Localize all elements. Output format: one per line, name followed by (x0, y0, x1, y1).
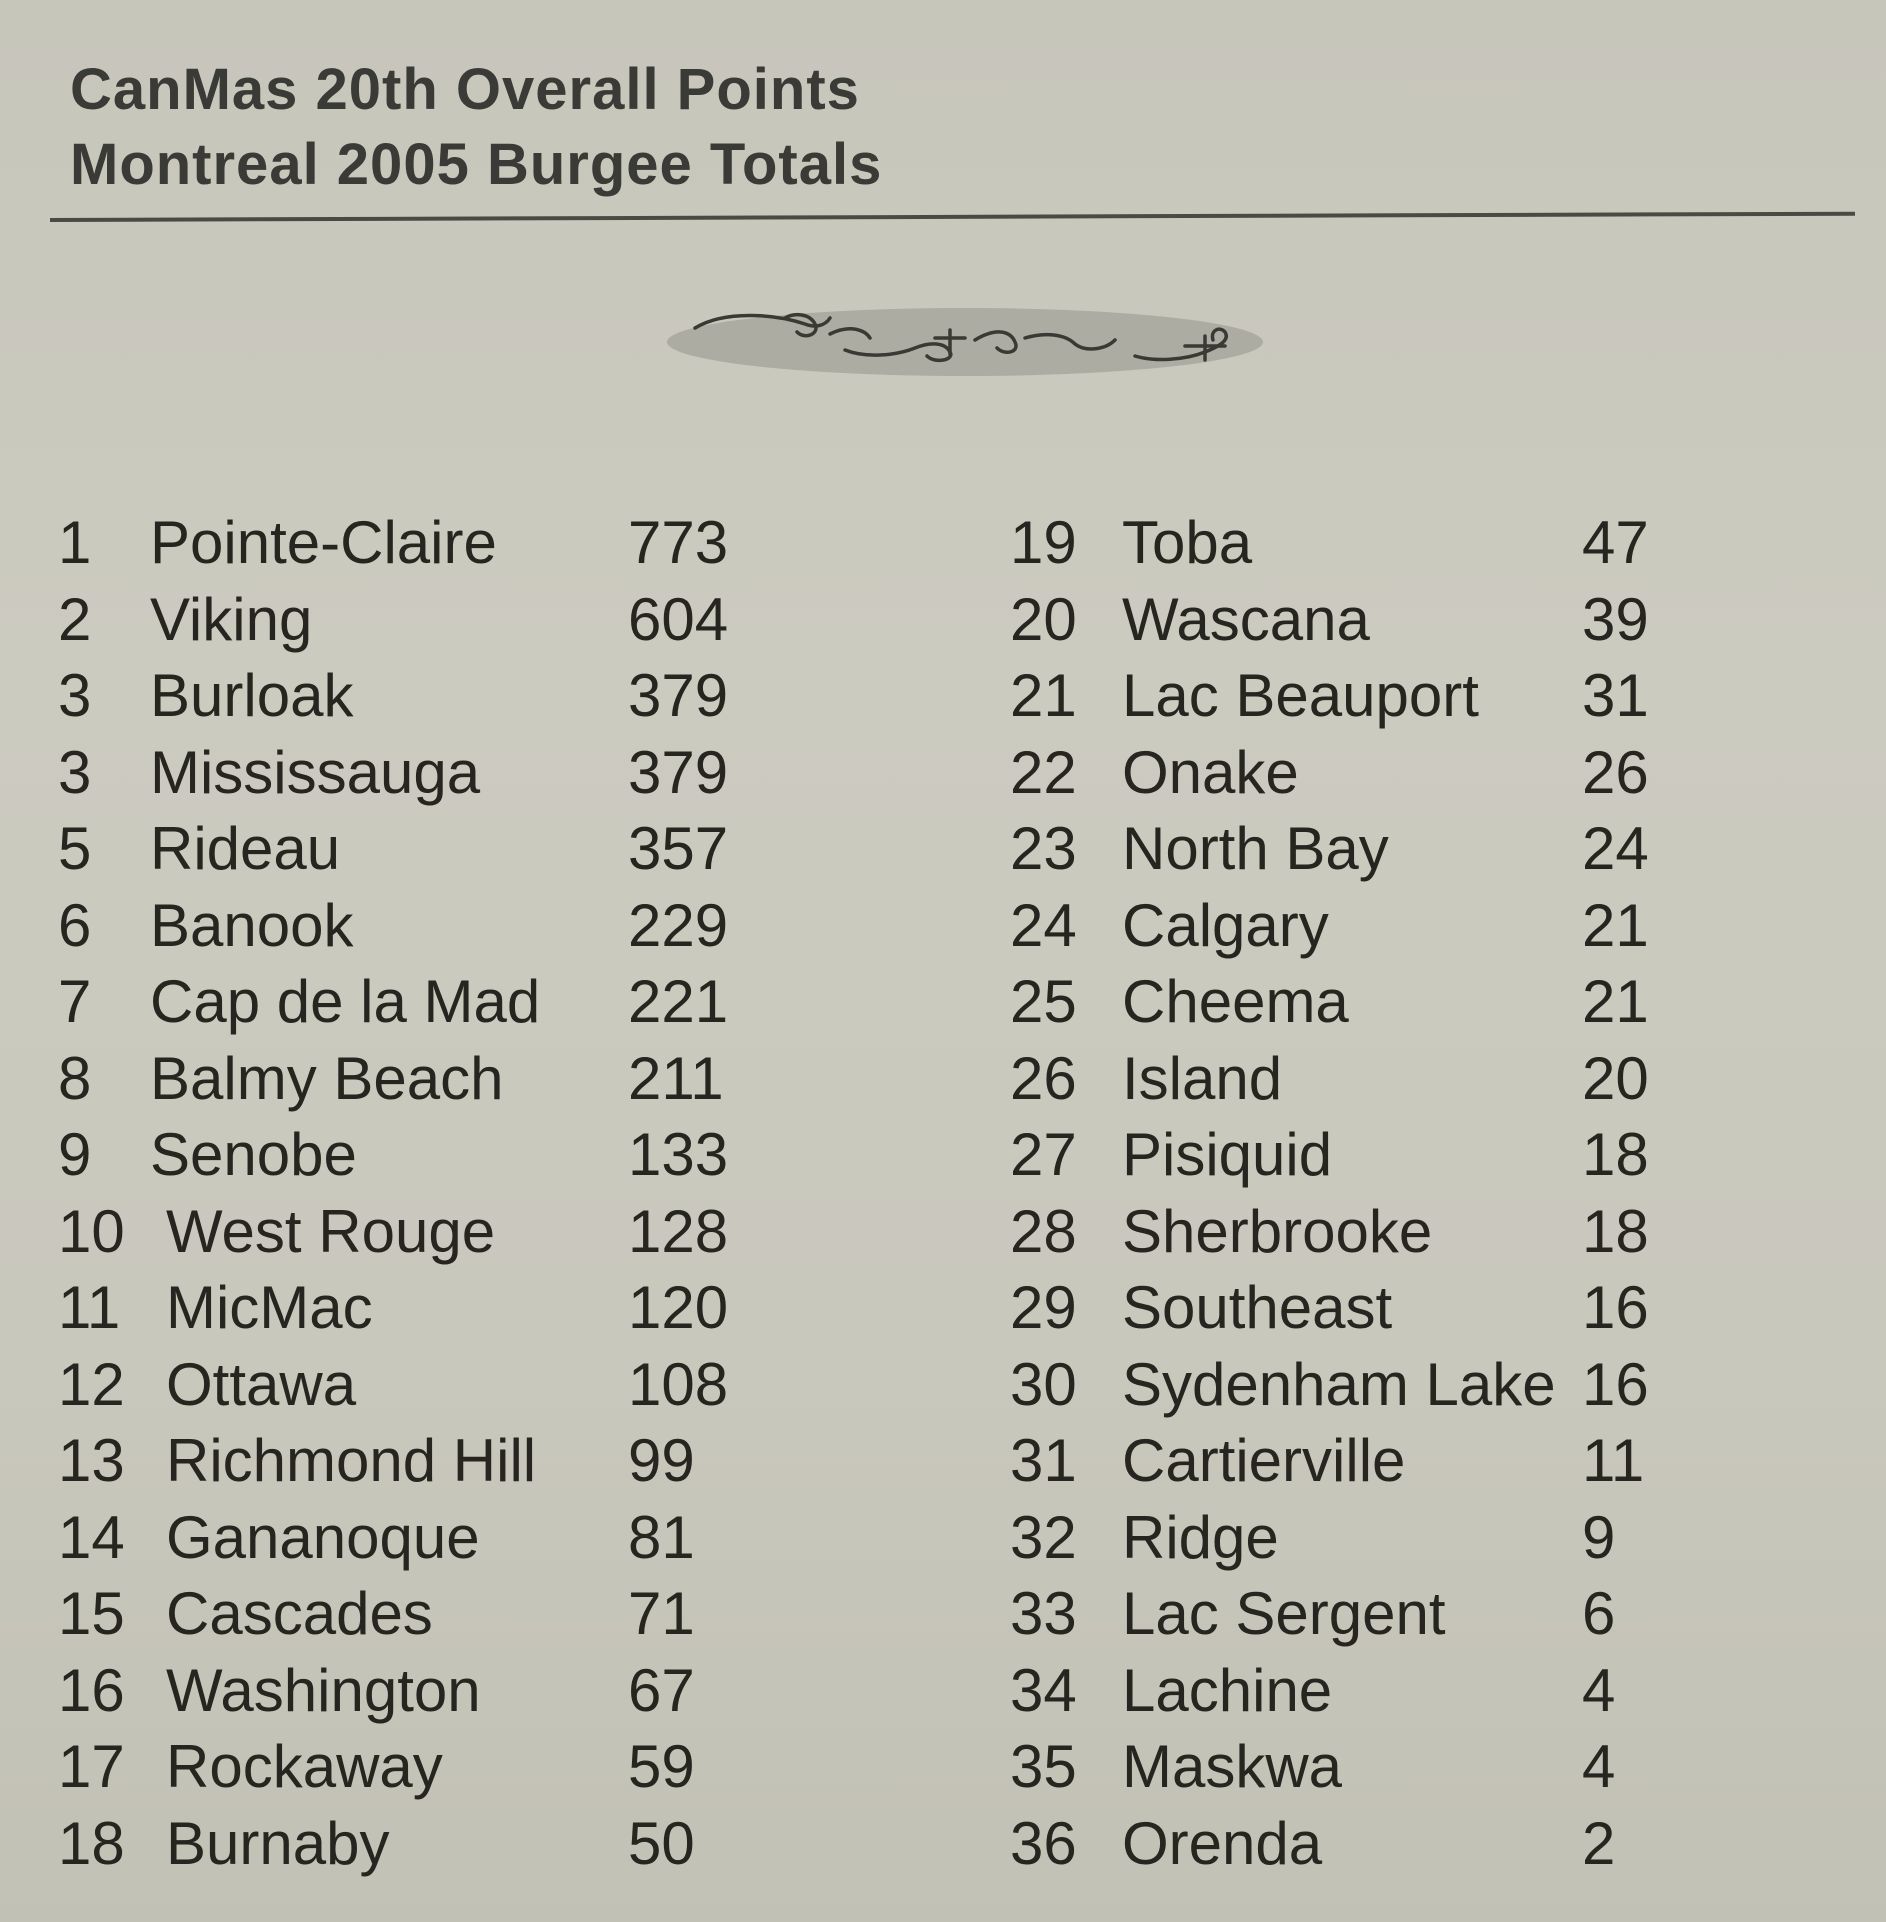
rank-number: 35 (1010, 1733, 1077, 1800)
standings-row (0, 888, 1886, 964)
club-name: Cascades (166, 1580, 433, 1647)
points-value: 9 (1582, 1503, 1616, 1571)
standings-row (0, 1194, 1886, 1270)
rank-number: 13 (58, 1427, 125, 1494)
rank-number: 33 (1010, 1580, 1077, 1647)
rank-number: 32 (1010, 1503, 1077, 1571)
rank-number: 21 (1010, 662, 1077, 729)
points-value: 357 (628, 815, 729, 882)
rank-number: 25 (1010, 968, 1077, 1035)
points-value: 47 (1582, 509, 1649, 576)
club-name: West Rouge (166, 1197, 496, 1265)
points-value: 379 (628, 662, 729, 729)
club-name: Pisiquid (1122, 1121, 1333, 1188)
club-name: Island (1122, 1044, 1283, 1112)
points-value: 128 (628, 1197, 729, 1265)
points-value: 133 (628, 1121, 729, 1188)
club-name: Banook (150, 891, 354, 959)
standings-row (0, 505, 1886, 581)
club-name: Maskwa (1122, 1733, 1343, 1800)
points-value: 16 (1582, 1274, 1649, 1341)
points-value: 71 (628, 1580, 695, 1647)
points-value: 99 (628, 1427, 695, 1494)
rank-number: 29 (1010, 1274, 1077, 1341)
rank-number: 34 (1010, 1656, 1077, 1724)
points-value: 604 (628, 585, 729, 653)
club-name: Burnaby (166, 1809, 390, 1877)
rank-number: 27 (1010, 1121, 1077, 1188)
rank-number: 6 (58, 891, 92, 959)
header-rule (50, 212, 1855, 222)
standings-row (0, 1270, 1886, 1346)
rank-number: 2 (58, 585, 92, 653)
club-name: Onake (1122, 738, 1299, 806)
standings-row (0, 658, 1886, 734)
points-value: 26 (1582, 738, 1649, 806)
rank-number: 31 (1010, 1427, 1077, 1494)
standings-row (0, 811, 1886, 887)
points-value: 211 (628, 1044, 724, 1112)
header-subtitle: Montreal 2005 Burgee Totals (70, 132, 883, 197)
points-value: 18 (1582, 1121, 1649, 1188)
points-value: 16 (1582, 1350, 1649, 1418)
club-name: Pointe-Claire (150, 509, 497, 576)
club-name: Balmy Beach (150, 1044, 504, 1112)
rank-number: 5 (58, 815, 92, 882)
standings-row (0, 582, 1886, 658)
club-name: Sherbrooke (1122, 1197, 1433, 1265)
rank-number: 24 (1010, 891, 1077, 959)
rank-number: 9 (58, 1121, 92, 1188)
points-value: 108 (628, 1350, 729, 1418)
rank-number: 36 (1010, 1809, 1077, 1877)
points-value: 773 (628, 509, 729, 576)
points-value: 31 (1582, 662, 1649, 729)
points-value: 379 (628, 738, 729, 806)
standings-row (0, 964, 1886, 1040)
club-name: Mississauga (150, 738, 481, 806)
rank-number: 18 (58, 1809, 125, 1877)
club-name: Richmond Hill (166, 1427, 537, 1494)
standings-row (0, 1117, 1886, 1193)
rank-number: 8 (58, 1044, 92, 1112)
rank-number: 26 (1010, 1044, 1077, 1112)
points-value: 221 (628, 968, 729, 1035)
decorative-flourish-icon (665, 300, 1265, 380)
standings-row (0, 1576, 1886, 1652)
rank-number: 15 (58, 1580, 125, 1647)
points-value: 120 (628, 1274, 729, 1341)
club-name: Senobe (150, 1121, 357, 1188)
club-name: Lac Sergent (1122, 1580, 1446, 1647)
club-name: Rockaway (166, 1733, 443, 1800)
rank-number: 1 (58, 509, 92, 576)
points-value: 11 (1582, 1427, 1645, 1494)
rank-number: 3 (58, 662, 92, 729)
club-name: MicMac (166, 1274, 373, 1341)
club-name: Cap de la Mad (150, 968, 541, 1035)
rank-number: 20 (1010, 585, 1077, 653)
rank-number: 14 (58, 1503, 125, 1571)
points-value: 39 (1582, 585, 1649, 653)
rank-number: 17 (58, 1733, 125, 1800)
club-name: Washington (166, 1656, 481, 1724)
standings-row (0, 1806, 1886, 1882)
standings-row (0, 1347, 1886, 1423)
club-name: Gananoque (166, 1503, 480, 1571)
rank-number: 23 (1010, 815, 1077, 882)
rank-number: 11 (58, 1274, 121, 1341)
points-value: 21 (1582, 968, 1649, 1035)
club-name: Lac Beauport (1122, 662, 1479, 729)
club-name: Wascana (1122, 585, 1370, 653)
points-value: 21 (1582, 891, 1649, 959)
points-value: 59 (628, 1733, 695, 1800)
rank-number: 22 (1010, 738, 1077, 806)
standings-row (0, 735, 1886, 811)
points-value: 24 (1582, 815, 1649, 882)
rank-number: 7 (58, 968, 92, 1035)
rank-number: 3 (58, 738, 92, 806)
standings-row (0, 1500, 1886, 1576)
club-name: Rideau (150, 815, 341, 882)
club-name: Orenda (1122, 1809, 1323, 1877)
points-value: 81 (628, 1503, 695, 1571)
standings-row (0, 1041, 1886, 1117)
points-value: 4 (1582, 1733, 1616, 1800)
club-name: Toba (1122, 509, 1253, 576)
rank-number: 19 (1010, 509, 1077, 576)
points-value: 6 (1582, 1580, 1616, 1647)
club-name: Lachine (1122, 1656, 1333, 1724)
club-name: Burloak (150, 662, 354, 729)
header (70, 52, 882, 202)
club-name: Cheema (1122, 968, 1349, 1035)
points-value: 18 (1582, 1197, 1649, 1265)
points-value: 50 (628, 1809, 695, 1877)
club-name: Calgary (1122, 891, 1329, 959)
rank-number: 16 (58, 1656, 125, 1724)
rank-number: 28 (1010, 1197, 1077, 1265)
rank-number: 10 (58, 1197, 125, 1265)
club-name: Cartierville (1122, 1427, 1406, 1494)
club-name: Viking (150, 585, 313, 653)
points-value: 4 (1582, 1656, 1616, 1724)
points-value: 2 (1582, 1809, 1616, 1877)
club-name: Sydenham Lake (1122, 1350, 1556, 1418)
club-name: North Bay (1122, 815, 1389, 882)
points-value: 229 (628, 891, 729, 959)
points-value: 20 (1582, 1044, 1649, 1112)
standings-row (0, 1423, 1886, 1499)
header-title: CanMas 20th Overall Points (70, 57, 860, 122)
rank-number: 30 (1010, 1350, 1077, 1418)
standings-row (0, 1653, 1886, 1729)
club-name: Ridge (1122, 1503, 1279, 1571)
rank-number: 12 (58, 1350, 125, 1418)
points-value: 67 (628, 1656, 695, 1724)
club-name: Southeast (1122, 1274, 1393, 1341)
standings-row (0, 1729, 1886, 1805)
club-name: Ottawa (166, 1350, 357, 1418)
